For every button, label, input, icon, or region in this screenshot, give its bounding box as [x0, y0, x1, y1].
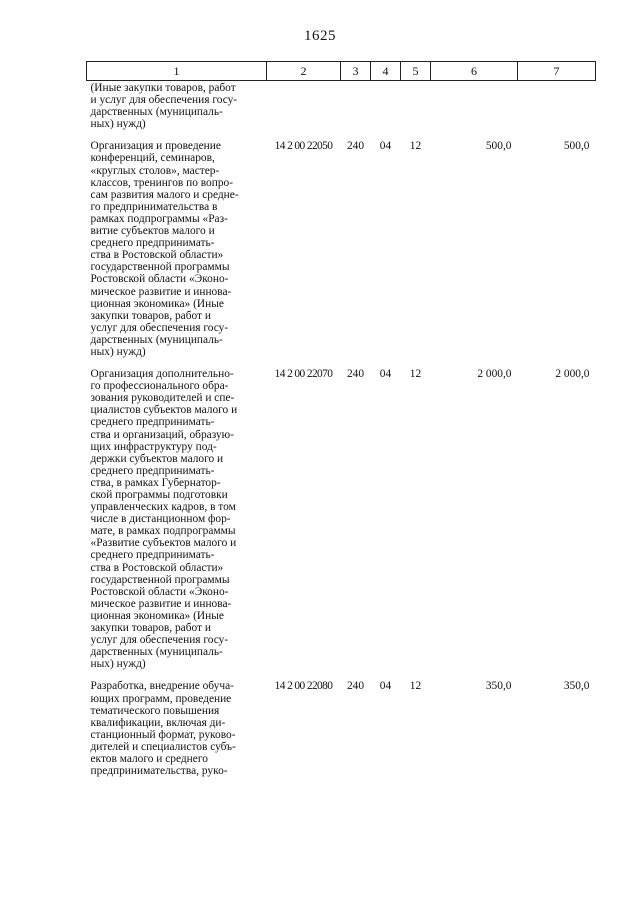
- amount-year-2-cell: [518, 81, 596, 131]
- subsection-cell: [401, 81, 431, 131]
- item-name-line: предпринимательства, руко-: [90, 765, 228, 778]
- item-name-line: ектов малого и среднего: [90, 752, 208, 765]
- item-name-line: услуг для обеспечения госу-: [90, 321, 229, 334]
- amount-year-2-cell: 350,0: [563, 680, 590, 693]
- row-spacer-cell: [87, 670, 596, 680]
- column-header: 5: [401, 62, 431, 81]
- item-name-line: ционная экономика» (Иные: [90, 297, 224, 310]
- item-name-line: ства, в рамках Губернатор-: [90, 476, 221, 489]
- item-name-line: дарственных (муниципаль-: [90, 333, 223, 346]
- subsection-cell: 12: [409, 368, 422, 381]
- item-name-line: мате, в рамках подпрограммы: [90, 525, 236, 538]
- item-name-line: ства в Ростовской области»: [90, 561, 224, 574]
- item-name-line: квалификации, включая ди-: [90, 716, 226, 729]
- item-name-cell: [87, 368, 267, 670]
- table-row: [87, 81, 596, 131]
- item-name-line: классов, тренингов по вопро-: [90, 176, 234, 189]
- target-article-code-cell: 14 2 00 22070: [274, 368, 333, 381]
- item-name-line: станционный формат, руково-: [90, 728, 236, 741]
- table-row: [87, 368, 596, 670]
- row-spacer: [87, 670, 596, 680]
- item-name-line: мическое развитие и иннова-: [90, 285, 232, 298]
- item-name-line: держки субъектов малого и: [90, 452, 224, 465]
- item-name-line: ющих программ, проведение: [90, 692, 232, 705]
- column-header: 4: [371, 62, 401, 81]
- target-article-code-cell: 14 2 00 22080: [274, 680, 333, 693]
- column-header: 7: [518, 62, 596, 81]
- item-name-line: (Иные закупки товаров, работ: [90, 82, 236, 94]
- amount-year-1-cell: 500,0: [485, 140, 512, 153]
- item-name-line: ционная экономика» (Иные: [90, 609, 224, 622]
- item-name-line: тематического повышения: [90, 704, 220, 717]
- item-name-line: дарственных (муниципаль-: [90, 646, 223, 659]
- section-cell: 04: [379, 140, 392, 153]
- expense-type-cell: 240: [346, 368, 365, 381]
- item-name-line: дителей и специалистов субъ-: [90, 740, 236, 753]
- item-name-line: ской программы подготовки: [90, 489, 228, 501]
- item-name-line: го профессионального обра-: [90, 380, 229, 393]
- section-cell: [371, 81, 401, 131]
- item-name-line: Разработка, внедрение обуча-: [90, 680, 234, 693]
- item-name-line: услуг для обеспечения госу-: [90, 634, 229, 647]
- item-name-line: среднего предпринимать-: [90, 464, 215, 477]
- item-name-line: ства в Ростовской области»: [90, 249, 224, 262]
- budget-table: [86, 61, 596, 777]
- amount-year-1-cell: 2 000,0: [477, 368, 512, 381]
- item-name-line: среднего предпринимать-: [90, 549, 215, 562]
- item-name-line: «круглых столов», мастер-: [90, 164, 220, 177]
- section-cell: 04: [379, 368, 392, 381]
- item-name-line: го предпринимательства в: [90, 200, 218, 213]
- item-name-line: закупки товаров, работ и: [90, 309, 211, 322]
- item-name-line: Организация дополнительно-: [90, 368, 234, 381]
- item-name-line: ных) нужд): [90, 658, 146, 671]
- row-spacer: [87, 130, 596, 140]
- item-name-line: Ростовской области «Эконо-: [90, 273, 229, 286]
- item-name-line: закупки товаров, работ и: [90, 622, 211, 635]
- item-name-cell: [87, 140, 267, 358]
- amount-year-1-cell: [431, 81, 518, 131]
- expense-type-cell: 240: [346, 140, 365, 153]
- item-name-line: «Развитие субъектов малого и: [90, 537, 237, 550]
- item-name-line: ных) нужд): [90, 118, 146, 131]
- column-header: 3: [341, 62, 371, 81]
- target-article-code-cell: [267, 81, 341, 131]
- item-name-line: среднего предпринимать-: [90, 237, 215, 250]
- item-name-line: циалистов субъектов малого и: [90, 404, 238, 417]
- item-name-line: рамках подпрограммы «Раз-: [90, 212, 228, 225]
- item-name-line: и услуг для обеспечения госу-: [90, 94, 238, 107]
- expense-type-cell: 240: [346, 680, 365, 693]
- item-name-line: конференций, семинаров,: [90, 152, 215, 165]
- table-row: [87, 680, 596, 777]
- item-name-line: ства и организаций, образую-: [90, 428, 234, 441]
- section-cell: 04: [379, 680, 392, 693]
- item-name-line: государственной программы: [90, 573, 230, 586]
- target-article-code-cell: 14 2 00 22050: [274, 140, 333, 153]
- page-number: 1625: [304, 28, 336, 44]
- row-spacer: [87, 358, 596, 368]
- table-body: [87, 81, 596, 778]
- column-header: 2: [267, 62, 341, 81]
- amount-year-2-cell: 500,0: [563, 140, 590, 153]
- amount-year-2-cell: 2 000,0: [555, 368, 590, 381]
- item-name-line: дарственных (муниципаль-: [90, 106, 223, 119]
- item-name-line: государственной программы: [90, 261, 230, 274]
- item-name-line: числе в дистанционном фор-: [90, 513, 231, 526]
- item-name-line: управленческих кадров, в том: [90, 501, 236, 514]
- row-spacer-cell: [87, 130, 596, 140]
- column-header: 6: [431, 62, 518, 81]
- expense-type-cell: [341, 81, 371, 131]
- item-name-line: щих инфраструктуру под-: [90, 440, 217, 453]
- item-name-line: ных) нужд): [90, 345, 146, 358]
- column-header: 1: [87, 62, 267, 81]
- row-spacer-cell: [87, 358, 596, 368]
- item-name-line: зования руководителей и спе-: [90, 392, 235, 405]
- table-header-row: [87, 62, 596, 81]
- item-name-line: Организация и проведение: [90, 140, 221, 153]
- item-name-cell: [87, 680, 267, 777]
- subsection-cell: 12: [409, 680, 422, 693]
- subsection-cell: 12: [409, 140, 422, 153]
- item-name-line: среднего предпринимать-: [90, 416, 215, 429]
- item-name-line: витие субъектов малого и: [90, 225, 215, 238]
- item-name-line: мическое развитие и иннова-: [90, 597, 232, 610]
- amount-year-1-cell: 350,0: [485, 680, 512, 693]
- item-name-cell: [87, 81, 267, 131]
- item-name-line: Ростовской области «Эконо-: [90, 585, 229, 598]
- item-name-line: сам развития малого и средне-: [90, 188, 239, 201]
- table-row: [87, 140, 596, 358]
